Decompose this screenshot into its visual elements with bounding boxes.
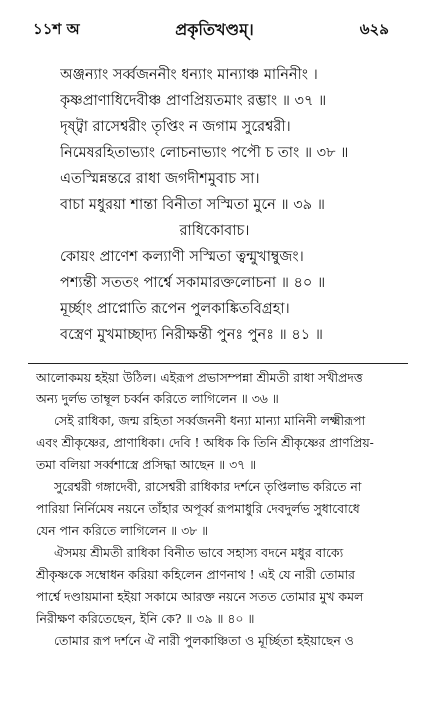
commentary-line: তমা বলিয়া সর্ব্বশাস্ত্রে প্রসিদ্ধা আছেন ॥ ৩৭ ॥ [36,457,257,472]
commentary-line: ঐসময় শ্রীমতী রাধিকা বিনীত ভাবে সহাস্য বদনে মধুর বাক্যে [54,545,344,560]
commentary-line: সুরেশ্বরী গঙ্গাদেবী, রাসেশ্বরী রাধিকার দর্শনে তৃপ্তিলাভ করিতে না [54,479,362,494]
commentary-line: পার্শ্বে দণ্ডায়মানা হইয়া সকামে আরক্ত নয়নে সতত তোমার মুখ কমল [36,589,364,604]
verse-line: দৃষ্ট্বা রাসেশ্বরীং তৃপ্তিং ন জগাম সুরেশ্বরী। [60,119,291,135]
page-header [0,14,429,40]
section-divider [28,363,408,364]
verse-line: কৃষ্ণপ্রাণাধিদেবীঞ্চ প্রাণপ্রিয়তমাং রম্ভাং ॥ ৩৭ ॥ [60,93,327,109]
verse-line: মূর্চ্ছাং প্রাপ্নোতি রূপেন পুলকাঙ্কিতবিগ্রহা। [60,301,290,317]
verse-line: নিমেষরহিতাভ্যাং লোচনাভ্যাং পপৌ চ তাং ॥ ৩৮ ॥ [60,145,349,161]
speaker-heading: রাধিকোবাচ। [179,223,250,239]
commentary-line: শ্রীকৃষ্ণকে সম্বোধন করিয়া কহিলেন প্রাণনাথ ! এই যে নারী তোমার [36,567,355,582]
verse-line: কোয়ং প্রাণেশ কল্যাণী সস্মিতা ত্বন্মুখাম্বুজং। [60,249,304,265]
verse-line: অঞ্জন্যাং সর্ব্বজননীং ধন্যাং মান্যাঞ্চ মানিনীং । [60,67,318,83]
chapter-label: ১১শ অ [33,20,80,38]
commentary-line: নিরীক্ষণ করিতেছেন, ইনি কে? ॥ ৩৯ ॥ ৪০ ॥ [36,611,255,626]
page-number: ৬২৯ [359,20,389,38]
commentary-line: যেন পান করিতে লাগিলেন ॥ ৩৮ ॥ [36,523,209,538]
commentary-line: আলোকময় হইয়া উঠিল। এইরূপ প্রভাসম্পন্না শ্রীমতী রাধা সখীপ্রদত্ত [36,370,363,385]
verse-line: পশ্যন্তী সততং পার্শ্বে সকামারক্তলোচনা ॥ ৪০ ॥ [60,275,326,291]
commentary-line: অন্য দুর্লভ তাম্বূল চর্ব্বন করিতে লাগিলেন ॥ ৩৬ ॥ [36,391,279,406]
verse-line: বস্ত্রেণ মুখমাচ্ছাদ্য নিরীক্ষন্তী পুনঃ পুনঃ ॥ ৪১ ॥ [60,327,323,343]
verse-line: এতস্মিন্নন্তরে রাধা জগদীশমুবাচ সা। [60,171,260,187]
verse-line: বাচা মধুরয়া শান্তা বিনীতা সস্মিতা মুনে ॥ ৩৯ ॥ [60,197,325,213]
page-title: প্রকৃতিখণ্ডম্। [175,20,254,39]
commentary-line: তোমার রূপ দর্শনে ঐ নারী পুলকাঞ্চিতা ও মূর্চ্ছিতা হইয়াছেন ও [54,633,354,648]
commentary-line: পারিয়া নির্নিমেষ নয়নে তাঁহার অপূর্ব্ব রূপমাধুরি দেবদুর্লভ সুধাবোধে [36,501,360,516]
commentary-line: এবং শ্রীকৃষ্ণের, প্রাণাধিকা। দেবি ! অধিক কি তিনি শ্রীকৃষ্ণের প্রাণপ্রিয়- [36,435,374,450]
commentary-line: সেই রাধিকা, জন্ম রহিতা সর্ব্বজননী ধন্যা মান্যা মানিনী লক্ষ্মীরূপা [54,413,366,428]
